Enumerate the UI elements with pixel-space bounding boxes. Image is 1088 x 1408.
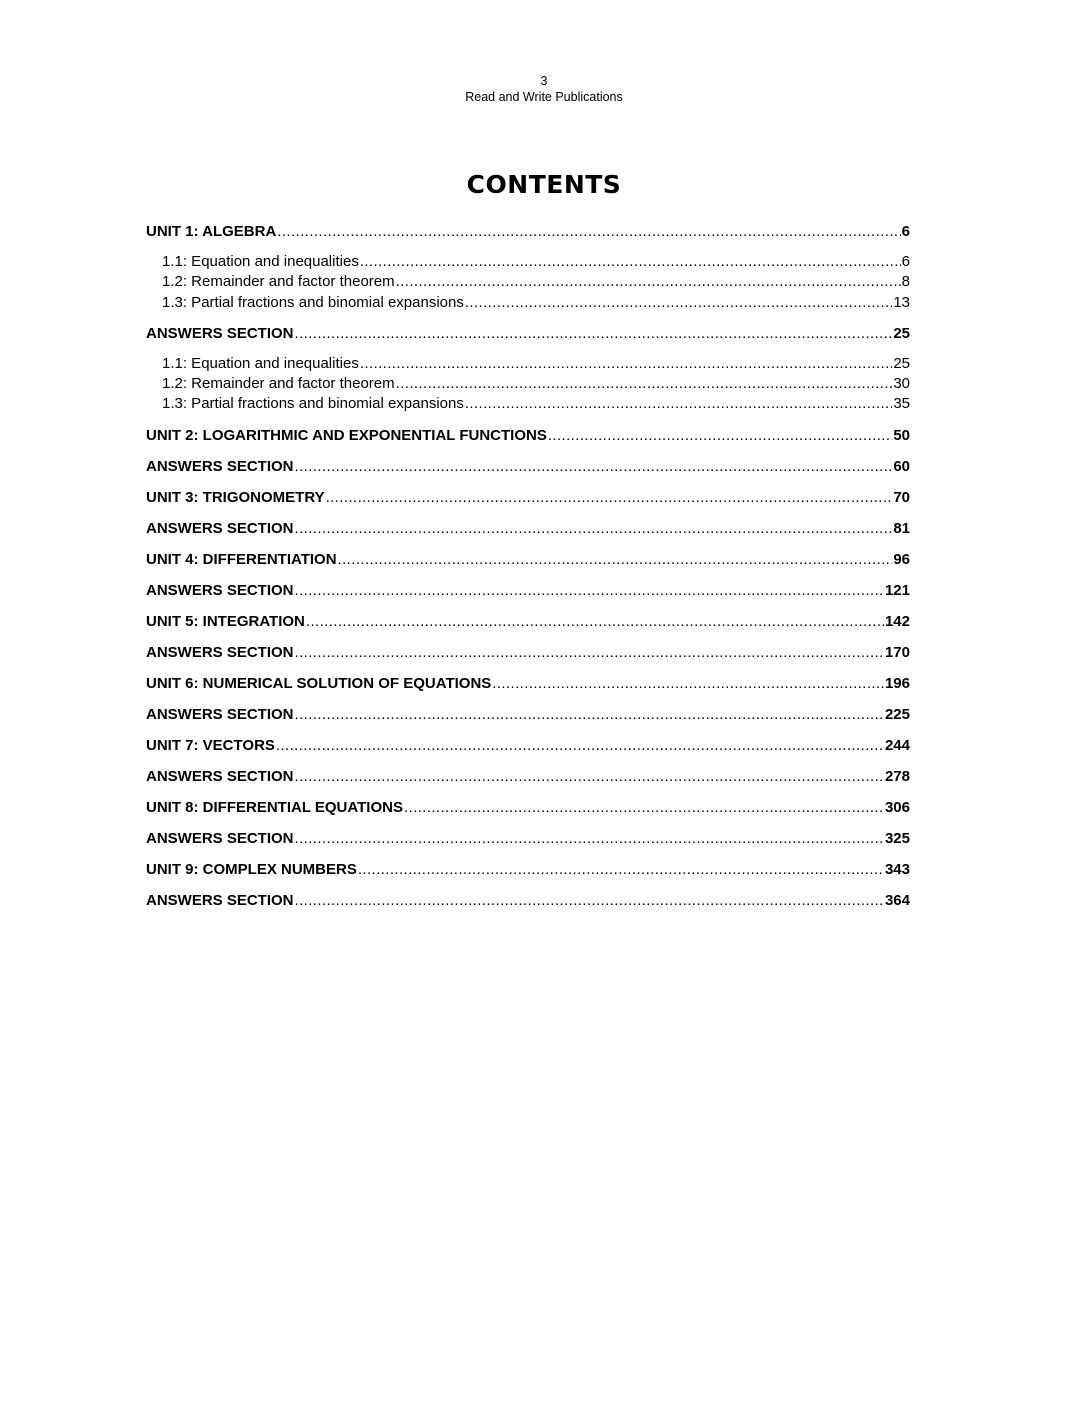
toc-subentry[interactable]: [146, 374, 910, 394]
toc-subentry[interactable]: [146, 293, 910, 313]
toc-entry-page: 244: [884, 736, 910, 754]
toc-entry-label: 1.3: Partial fractions and binomial expansions: [162, 395, 464, 413]
dot-leader: [548, 425, 892, 447]
dot-leader: [306, 611, 884, 633]
toc-entry-label: 1.1: Equation and inequalities: [162, 354, 359, 372]
toc-entry-page: 81: [893, 519, 910, 537]
dot-leader: [492, 673, 884, 695]
toc-entry-answers-2[interactable]: [146, 456, 910, 487]
toc-entry-page: 278: [884, 767, 910, 785]
dot-leader: [276, 735, 884, 757]
toc-entry-page: 35: [893, 395, 910, 413]
toc-entry-page: 30: [893, 375, 910, 393]
toc-entry-label: UNIT 4: DIFFERENTIATION: [146, 550, 337, 568]
toc-entry-page: 325: [884, 829, 910, 847]
publisher-name: Read and Write Publications: [465, 90, 623, 104]
dot-leader: [295, 580, 884, 602]
dot-leader: [360, 354, 892, 374]
toc-entry-unit-2[interactable]: [146, 425, 910, 456]
toc-entry-page: 364: [884, 891, 910, 909]
toc-entry-page: 13: [893, 293, 910, 311]
toc-entry-label: UNIT 5: INTEGRATION: [146, 612, 305, 630]
toc-entry-answers-6[interactable]: [146, 704, 910, 735]
toc-entry-page: 6: [901, 253, 910, 270]
toc-entry-label: UNIT 3: TRIGONOMETRY: [146, 488, 325, 506]
dot-leader: [326, 487, 893, 509]
toc-entry-label: ANSWERS SECTION: [146, 324, 294, 342]
toc-entry-label: 1.1: Equation and inequalities: [162, 253, 359, 270]
toc-entry-unit-4[interactable]: [146, 549, 910, 580]
dot-leader: [295, 828, 884, 850]
toc-entry-answers-7[interactable]: [146, 766, 910, 797]
toc-subentry[interactable]: [146, 272, 910, 292]
dot-leader: [358, 859, 884, 881]
toc-entry-unit-3[interactable]: [146, 487, 910, 518]
toc-entry-label: ANSWERS SECTION: [146, 829, 294, 847]
toc-entry-page: 343: [884, 860, 910, 878]
toc-entry-unit-5[interactable]: [146, 611, 910, 642]
toc-entry-unit-9[interactable]: [146, 859, 910, 890]
toc-entry-label: ANSWERS SECTION: [146, 457, 294, 475]
toc-subentry[interactable]: [146, 394, 910, 414]
dot-leader: [404, 797, 884, 819]
toc-entry-label: ANSWERS SECTION: [146, 767, 294, 785]
toc-entry-label: UNIT 9: COMPLEX NUMBERS: [146, 860, 357, 878]
dot-leader: [295, 766, 884, 788]
dot-leader: [295, 704, 884, 726]
dot-leader: [396, 374, 893, 394]
toc-subsection-group: [146, 354, 910, 415]
toc-entry-page: 8: [901, 273, 910, 291]
toc-entry-page: 25: [893, 324, 910, 342]
toc-subentry[interactable]: [146, 252, 910, 272]
toc-entry-label: UNIT 1: ALGEBRA: [146, 223, 277, 240]
page-header: [0, 73, 1088, 105]
toc-entry-unit-8[interactable]: [146, 797, 910, 828]
toc-subsection-group: [146, 252, 910, 313]
toc-entry-unit-1[interactable]: [146, 221, 910, 252]
toc-entry-page: 70: [893, 488, 910, 506]
dot-leader: [465, 293, 892, 313]
toc-entry-page: 50: [893, 426, 910, 444]
dot-leader: [295, 890, 884, 912]
toc-subentry[interactable]: [146, 354, 910, 374]
dot-leader: [295, 456, 893, 478]
dot-leader: [465, 394, 892, 414]
dot-leader: [360, 252, 901, 272]
toc-entry-label: ANSWERS SECTION: [146, 891, 294, 909]
toc-entry-page: 306: [884, 798, 910, 816]
toc-entry-page: 196: [884, 674, 910, 692]
dot-leader: [295, 323, 893, 345]
table-of-contents: [146, 221, 910, 921]
toc-entry-label: UNIT 2: LOGARITHMIC AND EXPONENTIAL FUNCTIONS: [146, 426, 547, 444]
dot-leader: [295, 642, 884, 664]
toc-entry-label: 1.2: Remainder and factor theorem: [162, 375, 395, 393]
page-title: CONTENTS: [466, 170, 622, 199]
toc-entry-answers-3[interactable]: [146, 518, 910, 549]
toc-entry-page: 25: [893, 354, 910, 372]
toc-entry-answers-1[interactable]: [146, 323, 910, 354]
toc-entry-answers-4[interactable]: [146, 580, 910, 611]
toc-entry-label: ANSWERS SECTION: [146, 643, 294, 661]
toc-entry-label: ANSWERS SECTION: [146, 705, 294, 723]
toc-entry-label: 1.3: Partial fractions and binomial expansions: [162, 293, 464, 311]
toc-entry-page: 6: [901, 223, 910, 240]
toc-entry-unit-6[interactable]: [146, 673, 910, 704]
toc-entry-page: 225: [884, 705, 910, 723]
toc-entry-label: ANSWERS SECTION: [146, 519, 294, 537]
dot-leader: [338, 549, 893, 571]
toc-entry-page: 142: [884, 612, 910, 630]
toc-entry-page: 121: [884, 581, 910, 599]
toc-entry-label: UNIT 7: VECTORS: [146, 736, 275, 754]
toc-entry-label: ANSWERS SECTION: [146, 581, 294, 599]
toc-entry-answers-8[interactable]: [146, 828, 910, 859]
toc-entry-unit-7[interactable]: [146, 735, 910, 766]
page-number: 3: [540, 74, 548, 88]
toc-entry-page: 170: [884, 643, 910, 661]
toc-entry-label: UNIT 6: NUMERICAL SOLUTION OF EQUATIONS: [146, 674, 492, 692]
dot-leader: [295, 518, 893, 540]
toc-entry-answers-9[interactable]: [146, 890, 910, 921]
toc-entry-label: UNIT 8: DIFFERENTIAL EQUATIONS: [146, 798, 403, 816]
toc-entry-label: 1.2: Remainder and factor theorem: [162, 273, 395, 291]
dot-leader: [396, 272, 901, 292]
dot-leader: [277, 221, 900, 243]
toc-entry-answers-5[interactable]: [146, 642, 910, 673]
toc-entry-page: 96: [893, 550, 910, 568]
toc-entry-page: 60: [893, 457, 910, 475]
